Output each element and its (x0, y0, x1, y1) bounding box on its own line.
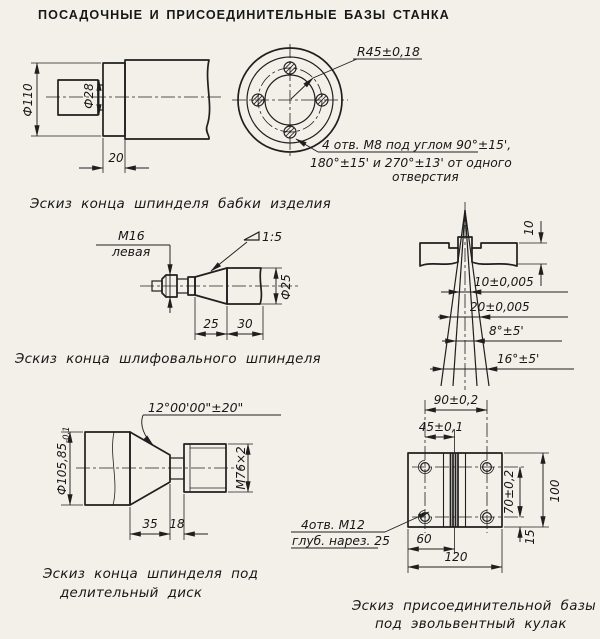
grinding-spindle-sketch (14, 228, 321, 367)
dim-diameter-tolerance: -0,1 (62, 426, 72, 443)
break-line (113, 432, 115, 505)
serration-band (444, 453, 466, 527)
holes-note-line1: 4отв. М12 (301, 518, 365, 532)
dim-plate-width: 120 (444, 550, 468, 564)
sketch-caption: Эскиз конца шлифовального шпинделя (15, 352, 321, 367)
taper-leader-line (211, 242, 247, 271)
dim-plate-height: 100 (548, 479, 562, 503)
flange-cylinder-outline (85, 432, 130, 505)
dim-bottom-offset: 15 (523, 529, 537, 545)
dim-width-inner: 10±0,005 (474, 275, 534, 289)
cone-outline (130, 432, 170, 505)
dim-top: 10 (522, 220, 536, 236)
holes-note-line2: глуб. нарез. 25 (292, 534, 390, 548)
dim-angle-outer: 16°±5' (497, 352, 540, 366)
dim-angle-inner: 8°±5' (489, 324, 524, 338)
dim-diameter: Ф25 (279, 274, 293, 300)
sketch-caption-line1: Эскиз конца шпинделя под (43, 567, 259, 582)
thread-label: М76×2 (234, 446, 248, 490)
dim-diameter: Ф105,85 (55, 442, 69, 496)
note-leader-line (385, 512, 429, 532)
dim-bolt-circle-radius: R45±0,18 (357, 44, 420, 59)
bolt-hole (284, 126, 296, 138)
thread-label: М16 (118, 228, 145, 243)
sketch-caption: Эскиз конца шпинделя бабки изделия (30, 197, 331, 212)
thread-note: левая (112, 244, 151, 259)
holes-note-line3: отверстия (392, 170, 459, 184)
holes-note-line2: 180°±15' и 270°±13' от одного (310, 156, 512, 170)
dim-holes-horizontal: 90±0,2 (433, 393, 479, 407)
dim-flange-diameter: Ф110 (21, 83, 35, 117)
flange-face-sketch (232, 44, 512, 184)
dim-holes-vertical: 70±0,2 (502, 469, 516, 515)
taper-ratio: 1:5 (262, 229, 283, 244)
mounting-plate-sketch (291, 393, 596, 632)
flange-outline (103, 63, 125, 136)
groove-outline (170, 458, 184, 479)
taper-symbol-icon (244, 232, 259, 240)
dim-spindle-diameter: Ф28 (82, 83, 96, 109)
holes-note-line1: 4 отв. М8 под углом 90°±15', (322, 138, 512, 152)
page-title: ПОСАДОЧНЫЕ И ПРИСОЕДИНИТЕЛЬНЫЕ БАЗЫ СТАНКА (38, 8, 450, 22)
bolt-hole (252, 94, 264, 106)
sketch-caption-line2: под эвольвентный кулак (375, 617, 567, 632)
radius-leader-line (291, 78, 313, 99)
dim-flange-width: 20 (108, 151, 124, 165)
dim-len-thread: 25 (203, 317, 219, 331)
dim-half-horizontal: 45±0,1 (418, 420, 464, 434)
dim-len-cone: 30 (237, 317, 253, 331)
headstock-body-outline (125, 60, 210, 139)
dim-diameter-group (55, 426, 72, 495)
dim-len-cone: 35 (142, 517, 158, 531)
dim-cone-angle: 12°00'00"±20" (148, 400, 244, 415)
headstock-spindle-sketch (21, 60, 331, 212)
bolt-hole (316, 94, 328, 106)
dividing-spindle-sketch (42, 400, 281, 601)
sketch-caption-line2: делительный диск (60, 586, 203, 601)
bolt-hole (284, 62, 296, 74)
cam-cone-sketch (420, 202, 574, 390)
dim-half-width: 60 (416, 532, 432, 546)
left-wing-outline (420, 243, 458, 266)
dim-len-groove: 18 (169, 517, 185, 531)
sketch-caption-line1: Эскиз присоединительной базы (352, 599, 597, 614)
right-wing-outline (472, 243, 517, 266)
dim-width-outer: 20±0,005 (470, 300, 530, 314)
